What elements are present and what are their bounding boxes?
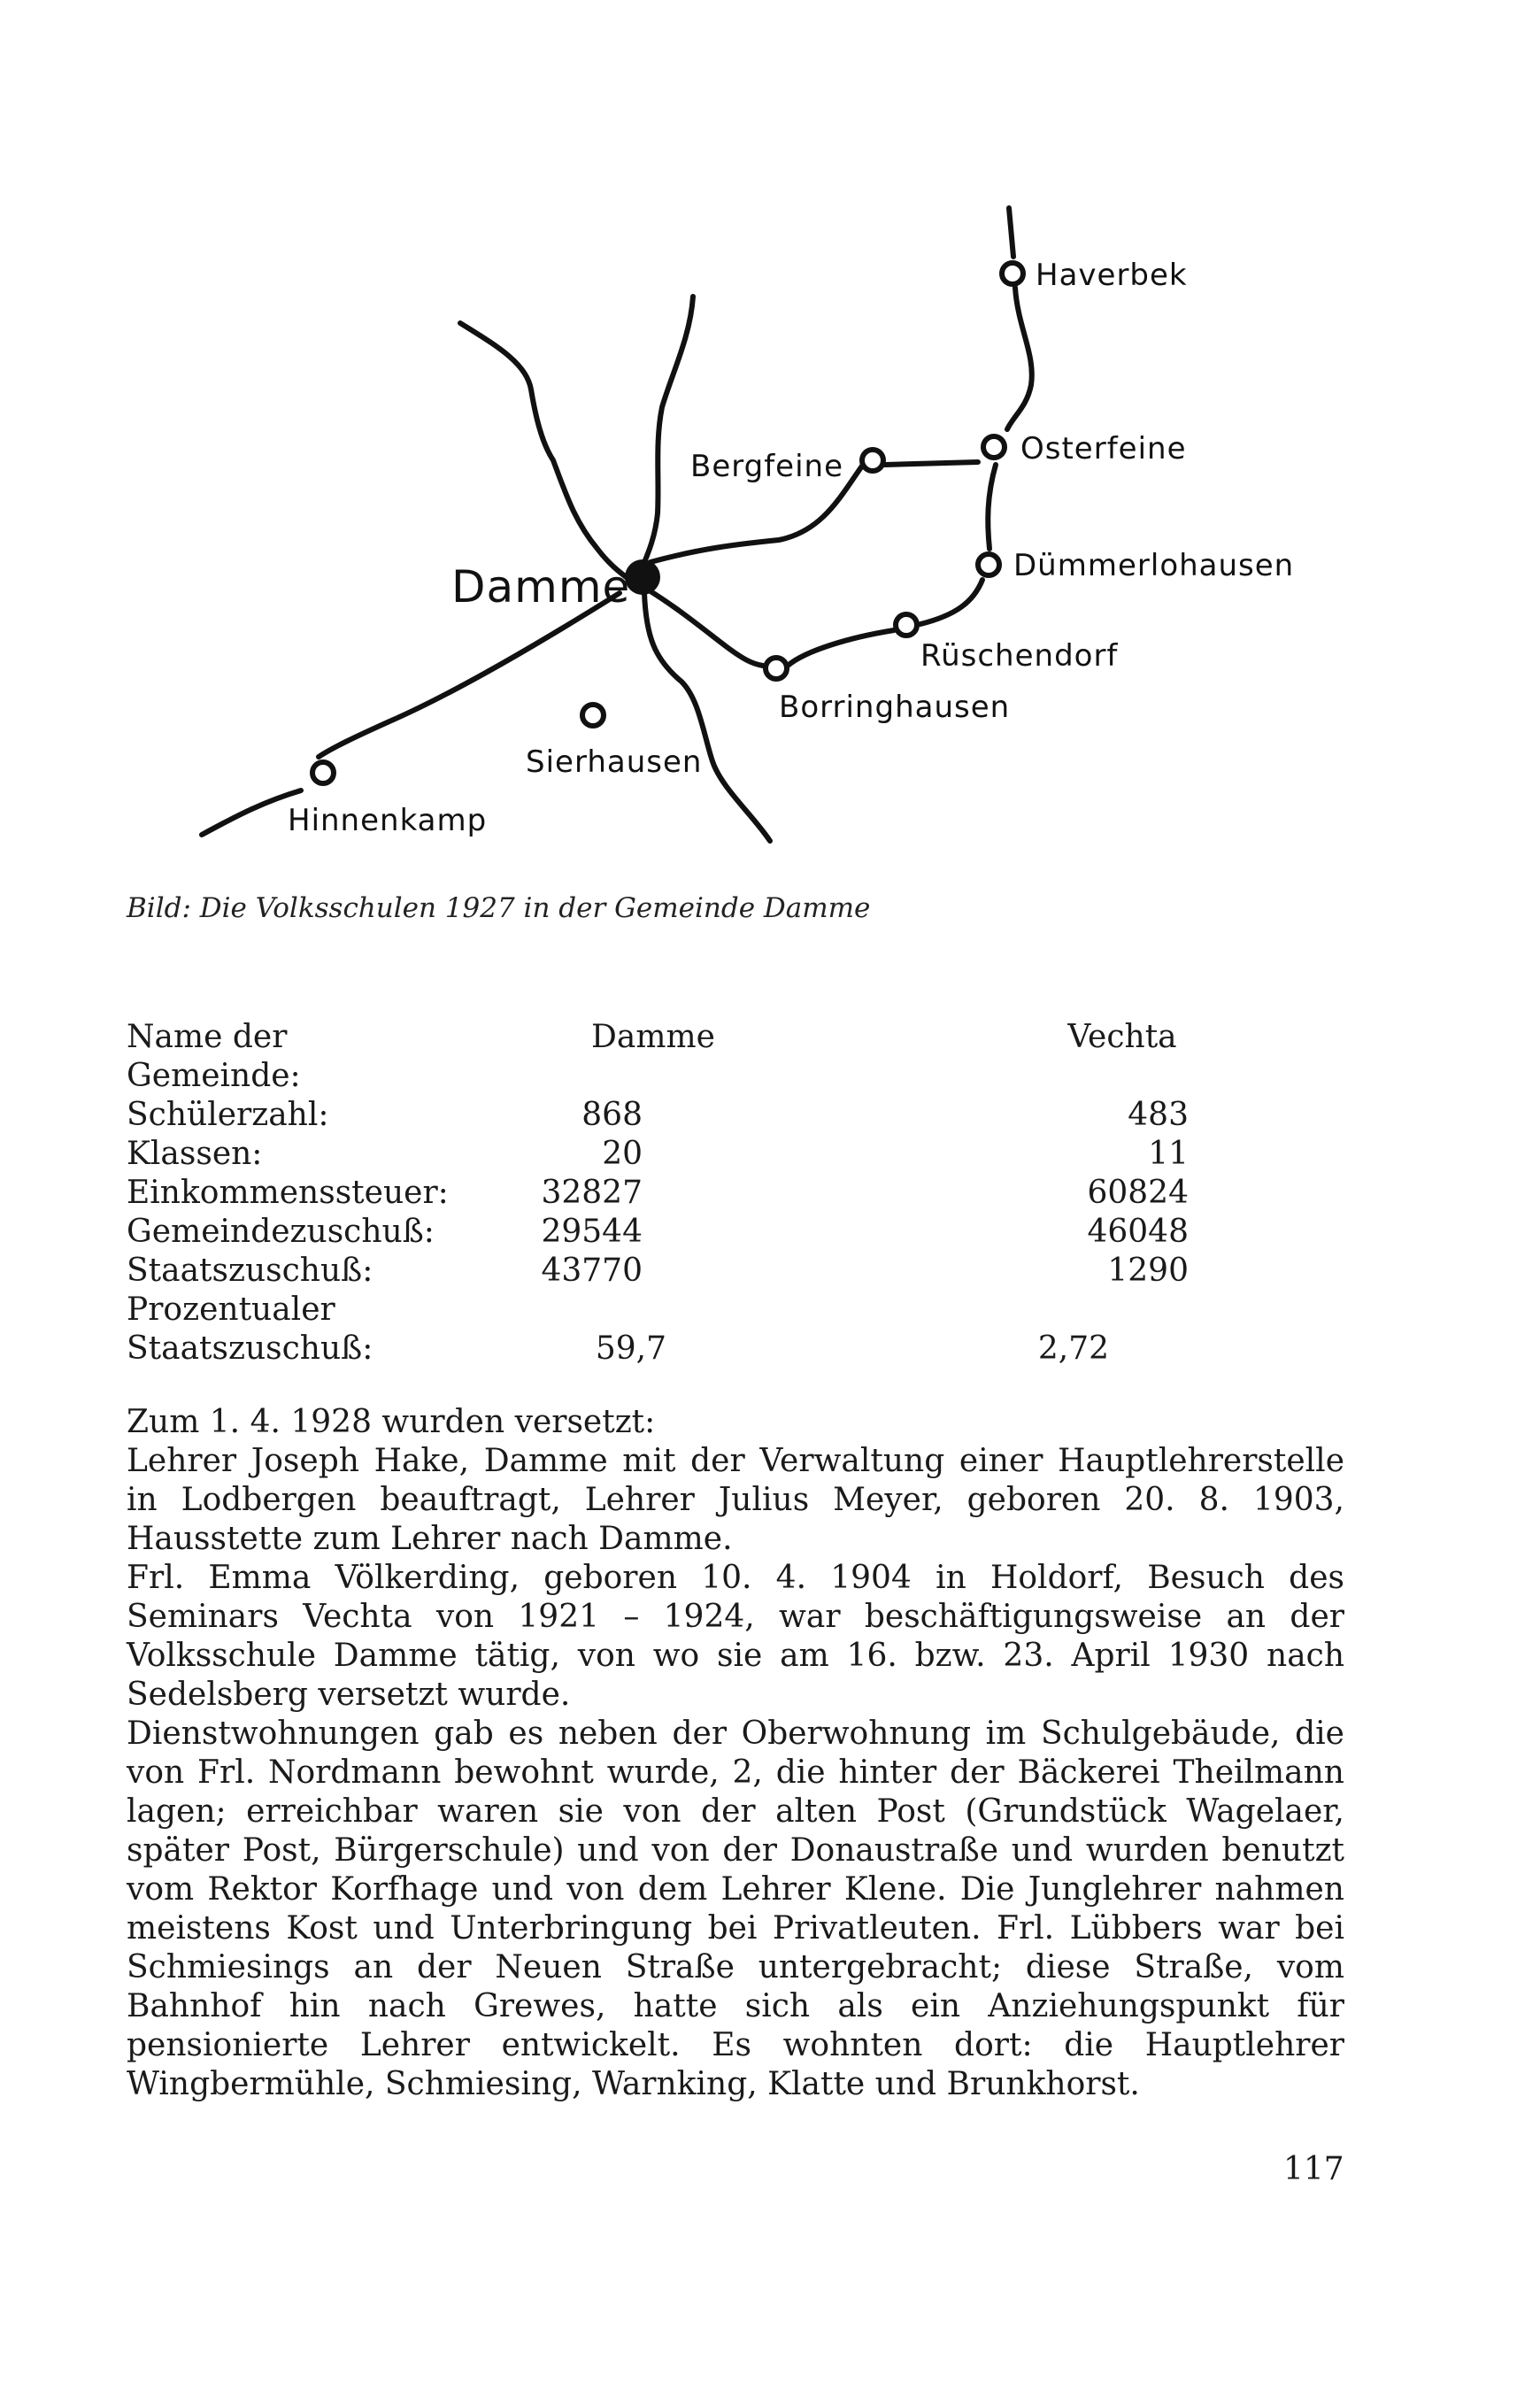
row-damme-value: 32827 — [541, 1175, 643, 1211]
haverbek-marker — [1002, 263, 1023, 284]
label-duemmerlohausen: Dümmerlohausen — [1013, 548, 1295, 583]
header-damme: Damme — [591, 1019, 715, 1055]
rueschendorf-marker — [896, 614, 917, 636]
header-label-line2: Gemeinde: — [127, 1058, 301, 1094]
hinnenkamp-marker — [312, 762, 334, 783]
school-map — [0, 0, 1540, 885]
row-vechta-value: 11 — [1148, 1136, 1189, 1172]
road-osterfeine-duemmer — [988, 465, 996, 549]
row-label: Einkommenssteuer: — [127, 1175, 449, 1211]
row-vechta-value: 46048 — [1087, 1214, 1189, 1250]
statistics-table — [127, 1018, 1189, 1368]
page-number: 117 — [1283, 2151, 1344, 2187]
sierhausen-marker — [582, 705, 604, 726]
bergfeine-marker — [862, 450, 883, 471]
row-damme-value: 43770 — [541, 1253, 643, 1289]
road-north — [639, 297, 693, 575]
road-haverbek-osterfeine — [1007, 288, 1032, 429]
row-label: Staatszuschuß: — [127, 1330, 373, 1367]
row-label: Prozentualer — [127, 1291, 335, 1328]
road-duemmer-rueschendorf — [920, 580, 982, 624]
label-sierhausen: Sierhausen — [526, 744, 703, 780]
label-bergfeine: Bergfeine — [690, 449, 844, 484]
road-hinnenkamp — [319, 593, 620, 757]
osterfeine-marker — [983, 436, 1005, 458]
label-osterfeine: Osterfeine — [1020, 431, 1187, 466]
road-northwest — [460, 323, 635, 584]
table-row — [127, 1213, 1189, 1252]
table-row — [127, 1174, 1189, 1213]
table-row — [127, 1330, 1189, 1368]
row-vechta-value: 1290 — [1107, 1253, 1189, 1289]
label-hinnenkamp: Hinnenkamp — [288, 803, 488, 838]
paragraph: Zum 1. 4. 1928 wurden versetzt: — [127, 1404, 656, 1440]
header-label-line1: Name der — [127, 1019, 288, 1055]
row-label: Gemeindezuschuß: — [127, 1214, 435, 1250]
row-vechta-value: 60824 — [1087, 1175, 1189, 1211]
table-row — [127, 1252, 1189, 1291]
road-hinnenkamp-west — [202, 790, 301, 835]
row-damme-value: 20 — [602, 1136, 643, 1172]
road-damme-borringhausen — [651, 591, 763, 666]
paragraph: Lehrer Joseph Hake, Damme mit der Verwaltung einer Hauptlehrerstelle in Lodbergen beauftragt, Lehrer Julius Meyer, geboren 20. 8. 1903, Hausstette zum Lehrer nach Damme. — [127, 1443, 1344, 1557]
table-header-row-2 — [127, 1057, 1189, 1096]
table-row — [127, 1291, 1189, 1330]
row-damme-value: 868 — [581, 1097, 643, 1133]
table-header-row — [127, 1018, 1189, 1057]
row-label: Staatszuschuß: — [127, 1253, 373, 1289]
road-bergfeine-osterfeine — [885, 462, 978, 465]
row-vechta-value: 2,72 — [1037, 1330, 1109, 1367]
row-damme-value: 29544 — [541, 1214, 643, 1250]
borringhausen-marker — [766, 658, 787, 679]
table-row — [127, 1135, 1189, 1174]
label-rueschendorf: Rüschendorf — [920, 638, 1119, 674]
road-rueschendorf-borringhausen — [788, 630, 894, 666]
row-vechta-value: 483 — [1128, 1097, 1189, 1133]
label-damme: Damme — [451, 561, 631, 613]
row-label: Klassen: — [127, 1136, 263, 1172]
figure-caption: Bild: Die Volksschulen 1927 in der Gemeinde Damme — [127, 892, 871, 924]
header-vechta: Vechta — [1067, 1019, 1177, 1055]
row-damme-value: 59,7 — [595, 1330, 666, 1367]
row-label: Schülerzahl: — [127, 1097, 329, 1133]
road-haverbek-north — [1009, 208, 1013, 257]
paragraph: Dienstwohnungen gab es neben der Oberwohnung im Schulgebäude, die von Frl. Nordmann bewohnt wurde, 2, die hinter der Bäckerei Theilmann lagen; erreichbar waren sie von der alten Post (Grundstück Wagelaer, später Post, Bürgerschule) und von der Donaustraße und wurden benutzt vom Rektor Korfhage und von dem Lehrer Klene. Die Junglehrer nahmen meistens Kost und Unterbringung bei Privatleuten. Frl. Lübbers war bei Schmiesings an der Neuen Straße untergebracht; diese Straße, vom Bahnhof hin nach Grewes, hatte sich als ein Anziehungspunkt für pensionierte Lehrer entwickelt. Es wohnten dort: die Hauptlehrer Wingbermühle, Schmiesing, Warnking, Klatte und Brunkhorst. — [127, 1715, 1344, 2102]
table-row — [127, 1096, 1189, 1135]
paragraph: Frl. Emma Völkerding, geboren 10. 4. 1904 in Holdorf, Besuch des Seminars Vechta von 1921 – 1924, war beschäftigungsweise an der Volksschule Damme tätig, von wo sie am 16. bzw. 23. April 1930 nach Sedelsberg versetzt wurde. — [127, 1560, 1344, 1713]
label-haverbek: Haverbek — [1036, 258, 1188, 293]
duemmerlohausen-marker — [978, 554, 999, 575]
label-borringhausen: Borringhausen — [779, 690, 1011, 725]
body-text — [127, 1403, 1344, 2104]
